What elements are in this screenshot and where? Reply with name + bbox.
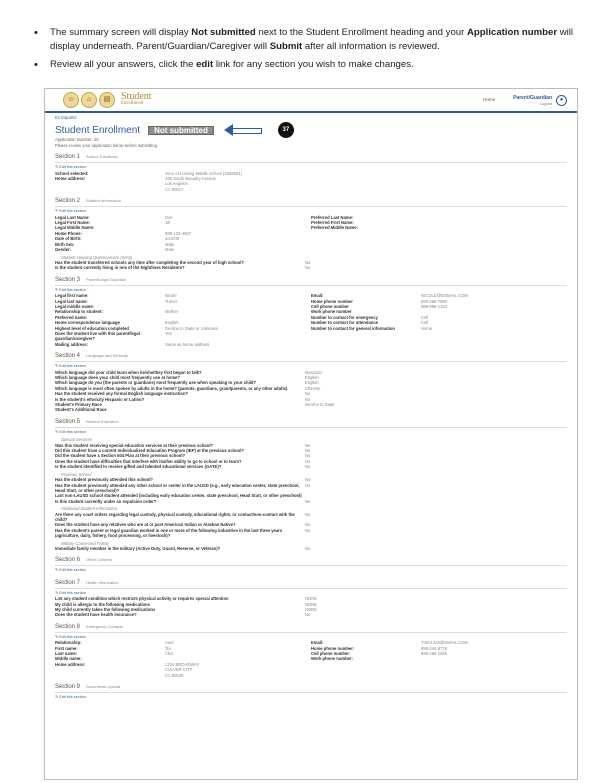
review-note: Please review your application below before submitting.	[55, 142, 159, 148]
question-label: Last non-LAUSD school student attended (including early education center, state preschool, Head Start, or other preschool)	[55, 493, 302, 499]
field-row	[55, 187, 567, 192]
question-answer: No	[305, 265, 311, 271]
section-1	[55, 153, 567, 192]
language-toggle-link[interactable]: En Español	[55, 115, 77, 120]
subsection-heading: Additional Student Information	[61, 506, 118, 512]
question-label: Has the student's parent or legal guardian worked in one or more of the following industries in the last three years (agriculture, dairy, fishery, food processing, or livestock)?	[55, 527, 283, 539]
field-label: School selected:	[55, 170, 89, 176]
question-row	[55, 612, 567, 617]
field-label: Home correspondence language	[55, 320, 120, 326]
question-label: Does the student have health insurance?	[55, 612, 137, 618]
section-number: Section 1	[55, 154, 81, 161]
instruction-text: Submit	[269, 41, 303, 52]
edit-section-link[interactable]: ✎ Edit this section	[55, 590, 86, 595]
field-label	[311, 673, 421, 678]
question-answer: No	[305, 511, 311, 517]
question-answer: No	[305, 612, 311, 618]
field-label: Legal first name:	[55, 293, 89, 299]
question-row	[55, 546, 567, 551]
question-answer: No	[305, 458, 311, 464]
question-answer: No	[305, 396, 311, 402]
section-subtitle: School & Address	[86, 154, 118, 160]
field-value: TINA1234@DMAIL.COM	[421, 640, 468, 646]
section-2	[55, 197, 567, 270]
field-pair	[311, 673, 567, 678]
field-label	[311, 331, 421, 342]
app-logo[interactable]	[63, 92, 152, 108]
field-value: Los Angeles	[165, 181, 188, 187]
question-answer: No	[305, 442, 311, 448]
question-answer: No	[305, 448, 311, 454]
instruction-text: after all information is reviewed.	[302, 41, 440, 52]
instruction-list	[30, 26, 590, 76]
section-number: Section 2	[55, 198, 81, 205]
field-value: Yes	[165, 330, 172, 336]
document-icon: ▤	[99, 92, 115, 108]
subsection-heading: Previous School	[61, 471, 92, 477]
section-subtitle: Language and Ethnicity	[86, 353, 128, 359]
section-3	[55, 276, 567, 347]
question-label: Does the student have difficulties that interfere with his/her ability to go to school or to learn?	[55, 458, 242, 464]
field-label	[55, 187, 165, 192]
section-subtitle: Other Children	[86, 557, 113, 563]
field-value: Decline to State or Unknown	[165, 325, 219, 331]
instruction-text: Not submitted	[191, 27, 256, 38]
field-row	[55, 331, 567, 342]
section-8	[55, 623, 567, 678]
question-label: Is the student's ethnicity Hispanic or Latino?	[55, 396, 145, 402]
section-heading	[55, 579, 567, 589]
section-subtitle: Emergency Contacts	[86, 623, 124, 629]
field-label: Date of Birth:	[55, 236, 82, 242]
question-answer: No	[305, 259, 311, 265]
field-label	[311, 342, 421, 347]
field-value: 888-444-8776	[421, 645, 448, 651]
enrollment-header	[55, 123, 567, 137]
brand-line-2: Enrollment	[121, 101, 144, 106]
question-label: Has the student received any formal English language instruction?	[55, 391, 189, 397]
field-pair	[55, 247, 311, 252]
school-icon: ⌂	[81, 92, 97, 108]
question-row	[55, 464, 567, 469]
section-heading	[55, 276, 567, 286]
field-value: Jonn Al Locking Middle School (1806651)	[165, 170, 243, 176]
question-label: Immediate family member in the military (Active Duty, Guard, Reserve, or Veteran)?	[55, 545, 221, 551]
field-label: Relationship:	[55, 640, 82, 646]
question-row	[55, 483, 567, 494]
question-label: Which language is most often spoken by adults in the home? (parents, guardians, grandparents, or any other adults)	[55, 385, 288, 391]
question-label: Did this student have a current Individualized Education Program (IEP) at the previous school?	[55, 448, 244, 454]
question-answer: No	[305, 545, 311, 551]
edit-section-link[interactable]: ✎ Edit this section	[55, 165, 86, 170]
question-answer: No	[305, 453, 311, 459]
question-label: Is the student identified to receive gifted and talented educational services (GATE)?	[55, 464, 222, 470]
field-label: Preferred Middle Name:	[311, 225, 359, 231]
field-pair	[311, 331, 567, 342]
subsection-heading: Special Services	[61, 437, 92, 443]
section-number: Section 8	[55, 623, 81, 630]
instruction-text: edit	[196, 59, 214, 70]
status-badge: Not submitted	[148, 126, 214, 135]
field-label: Mailing address:	[55, 341, 89, 347]
question-row	[55, 499, 567, 504]
field-label: Email:	[311, 293, 324, 299]
field-label: Work phone number:	[311, 656, 354, 662]
edit-section-link[interactable]: ✎ Edit this section	[55, 209, 86, 214]
instruction-text: link for any section you wish to make changes.	[213, 59, 414, 70]
field-label: Legal First Name:	[55, 220, 91, 226]
edit-section-link[interactable]: ✎ Edit this section	[55, 287, 86, 292]
callout-number-badge: 37	[278, 122, 294, 138]
instruction-text: Review all your answers, click the	[50, 59, 197, 70]
field-label: Gender:	[55, 247, 72, 253]
field-value: Aunt	[165, 640, 174, 646]
question-answer: Mandarin	[305, 369, 323, 375]
section-number: Section 5	[55, 418, 81, 425]
question-answer: No	[305, 464, 311, 470]
section-subtitle: Documents Upload	[86, 684, 121, 690]
field-row	[55, 342, 567, 347]
question-label: Student's Primary Race	[55, 402, 102, 408]
field-label: Cell phone number:	[311, 651, 351, 657]
question-answer: No	[305, 522, 311, 528]
field-value: NICOLE@DOMAIL.COM	[421, 293, 468, 299]
field-value: 10/1/08	[165, 236, 179, 242]
section-number: Section 9	[55, 684, 81, 691]
field-label: Middle name:	[55, 656, 82, 662]
question-label: Which language did your child learn when he/she/they first began to talk?	[55, 369, 202, 375]
question-label: My child is allergic to the following medications	[55, 601, 150, 607]
question-row	[55, 407, 567, 412]
students-icon: ☺	[63, 92, 79, 108]
field-label: Number to contact for attendance	[311, 320, 379, 326]
brand-text	[121, 93, 152, 107]
question-row	[55, 265, 567, 270]
question-label: Has the student previously attended any other school or center in the LAUSD (e.g., early education center, state preschool, Head Start, or other preschool)?	[55, 482, 300, 493]
logout-link[interactable]: Logout	[539, 101, 552, 106]
field-label: Legal last name:	[55, 298, 88, 304]
field-label: Legal Middle Name:	[55, 225, 95, 231]
question-row	[55, 528, 567, 539]
application-number: Application Number: 26	[55, 137, 99, 143]
field-pair	[311, 247, 567, 252]
field-pair	[55, 342, 311, 347]
field-value: 888-456-1156	[421, 651, 447, 657]
field-value: Doe	[165, 214, 173, 220]
question-label: Has the student transferred schools any time after completing the second year of high school?	[55, 259, 244, 265]
section-heading	[55, 352, 567, 362]
section-number: Section 7	[55, 579, 81, 586]
field-label: Email:	[311, 640, 324, 646]
instruction-text: next to the Student Enrollment heading and your	[255, 27, 467, 38]
field-pair	[311, 342, 567, 347]
subsection-heading: Student Housing Questionnaire (SHQ)	[61, 254, 133, 260]
field-value: Cell	[421, 320, 429, 326]
question-answer: English	[305, 375, 319, 380]
field-label: Cell phone number	[311, 303, 349, 309]
question-label: List any student condition which restricts physical activity or requires special attention	[55, 596, 229, 602]
field-value: English	[165, 320, 179, 326]
instruction-bullet-2	[30, 58, 590, 72]
field-value: Tia	[165, 645, 171, 651]
field-value: CA 90045	[165, 672, 184, 678]
field-value: CA 90017	[165, 186, 184, 192]
field-row	[55, 247, 567, 252]
field-value: 888-999-1234	[421, 303, 448, 309]
arrow-left-icon	[224, 126, 260, 134]
question-row	[55, 512, 567, 523]
field-label: Number to contact for emergency	[311, 314, 379, 320]
question-answer: NONE	[305, 596, 318, 602]
question-label: Does the student have any relatives who are at or past American Indian or Alaskan Native?	[55, 522, 236, 528]
instruction-text: Application number	[467, 27, 558, 38]
user-avatar-icon[interactable]: ●	[556, 95, 567, 106]
field-value: Male	[165, 247, 175, 253]
question-answer: No	[305, 391, 311, 397]
field-label: Relationship to student:	[55, 309, 103, 315]
field-label: Work phone number	[311, 309, 352, 315]
question-answer: No	[305, 498, 311, 504]
edit-section-link[interactable]: ✎ Edit this section	[55, 695, 86, 700]
question-answer: NONE	[305, 601, 318, 607]
field-value: CULVER CITY	[165, 667, 193, 673]
field-value: Turner	[165, 298, 178, 304]
field-label: Legal middle name:	[55, 303, 95, 309]
field-value: Cell	[421, 314, 429, 320]
question-answer: No	[305, 527, 311, 533]
section-heading	[55, 623, 567, 633]
nav-parent-guardian[interactable]: Parent/Guardian	[513, 95, 552, 101]
section-5	[55, 418, 567, 552]
field-pair	[55, 331, 311, 342]
nav-user	[513, 95, 552, 107]
section-4	[55, 352, 567, 413]
field-label	[311, 247, 421, 252]
section-number: Section 3	[55, 276, 81, 283]
field-label: Highest level of education completed	[55, 325, 129, 331]
instruction-text: will display underneath. Parent/Guardian/Caregiver will	[50, 27, 574, 52]
edit-section-link[interactable]: ✎ Edit this section	[55, 429, 86, 434]
enrollment-screenshot	[44, 88, 578, 780]
field-label: Home phone number	[311, 298, 353, 304]
field-value: Chin	[165, 651, 174, 657]
section-number: Section 6	[55, 557, 81, 564]
brand-line-1: Student	[121, 91, 152, 102]
field-value: Male	[165, 241, 175, 247]
field-label: Preferred Last Name:	[311, 214, 354, 220]
field-label: Preferred First Name:	[311, 220, 354, 226]
field-pair	[55, 673, 311, 678]
page-title: Student Enrollment	[55, 124, 141, 136]
section-heading	[55, 556, 567, 566]
field-label: Home phone number:	[311, 645, 355, 651]
edit-section-link[interactable]: ✎ Edit this section	[55, 364, 86, 369]
field-label: Home address:	[55, 661, 86, 667]
field-label: Last name:	[55, 651, 78, 657]
question-answer: English	[305, 380, 319, 386]
sections-container	[55, 153, 567, 700]
instruction-bullet-1	[30, 26, 590, 54]
field-value: Mother	[165, 309, 179, 315]
field-label: Home Phone:	[55, 230, 82, 236]
question-label: Is this student currently under an expulsion order?	[55, 498, 157, 504]
field-label: Does the student live with this parent/legal guardian/caregiver?	[55, 330, 140, 342]
question-label: My child currently takes the following medications	[55, 607, 156, 612]
instruction-text: The summary screen will display	[50, 27, 192, 38]
section-number: Section 4	[55, 353, 81, 360]
app-header	[45, 89, 577, 113]
section-subtitle: Student Information	[86, 198, 121, 204]
question-label: Is the student currently living in one of the Nightlines Residents?	[55, 265, 185, 271]
field-value: 888-123-4567	[165, 230, 192, 236]
field-label	[55, 673, 165, 678]
field-label: Home address:	[55, 176, 86, 182]
edit-section-link[interactable]: ✎ Edit this section	[55, 634, 86, 639]
question-answer: Chinese	[305, 385, 321, 391]
field-value: Same as home address	[165, 341, 210, 347]
summary-main	[55, 115, 567, 700]
field-row	[55, 673, 567, 678]
section-heading	[55, 418, 567, 428]
field-label: First name:	[55, 645, 78, 651]
question-label: Did the student have a Section 504 Plan at their previous school?	[55, 453, 186, 459]
section-heading	[55, 683, 567, 693]
section-heading	[55, 153, 567, 163]
question-label: Which language do you (the parents or guardians) most frequently use when speaking to your child?	[55, 380, 257, 386]
section-subtitle: Parent/Legal Guardian	[86, 276, 127, 282]
field-value: Nicole	[165, 293, 177, 299]
field-value: 888-456-7890	[421, 298, 448, 304]
section-7	[55, 579, 567, 618]
field-label: Preferred name:	[55, 314, 88, 320]
field-value: 1234 BROADWAY	[165, 661, 200, 667]
top-nav	[483, 95, 567, 107]
section-9	[55, 683, 567, 700]
field-value: Jill	[165, 220, 170, 226]
question-label: Which language does your child most frequently use at home?	[55, 375, 180, 380]
field-value: Home	[421, 325, 433, 331]
section-subtitle: Student Education	[86, 418, 119, 424]
question-answer: No	[305, 477, 311, 483]
question-answer: No	[305, 482, 311, 488]
field-label: Legal Last Name:	[55, 214, 90, 220]
question-label: Was this student receiving special education services at their previous school?	[55, 442, 214, 448]
section-subtitle: Health Information	[86, 579, 119, 585]
subsection-heading: Military Connected Family	[61, 540, 110, 546]
question-answer: NONE	[305, 607, 318, 612]
nav-home-link[interactable]: Home	[483, 97, 496, 102]
question-label: Has the student previously attended this school?	[55, 477, 153, 483]
section-6	[55, 556, 567, 573]
field-value: 335 South Beaudry Avenue	[165, 176, 216, 182]
section-heading	[55, 197, 567, 207]
edit-section-link[interactable]: ✎ Edit this section	[55, 568, 86, 573]
field-label: Birth Sex:	[55, 241, 75, 247]
field-label: Number to contact for general information	[311, 325, 395, 331]
question-label: Are there any court orders regarding legal custody, physical custody, educational rights, or contact/non-contact with the child?	[55, 511, 295, 522]
question-label: Student's Additional Race	[55, 407, 107, 413]
question-answer: Decline to State	[305, 402, 335, 408]
